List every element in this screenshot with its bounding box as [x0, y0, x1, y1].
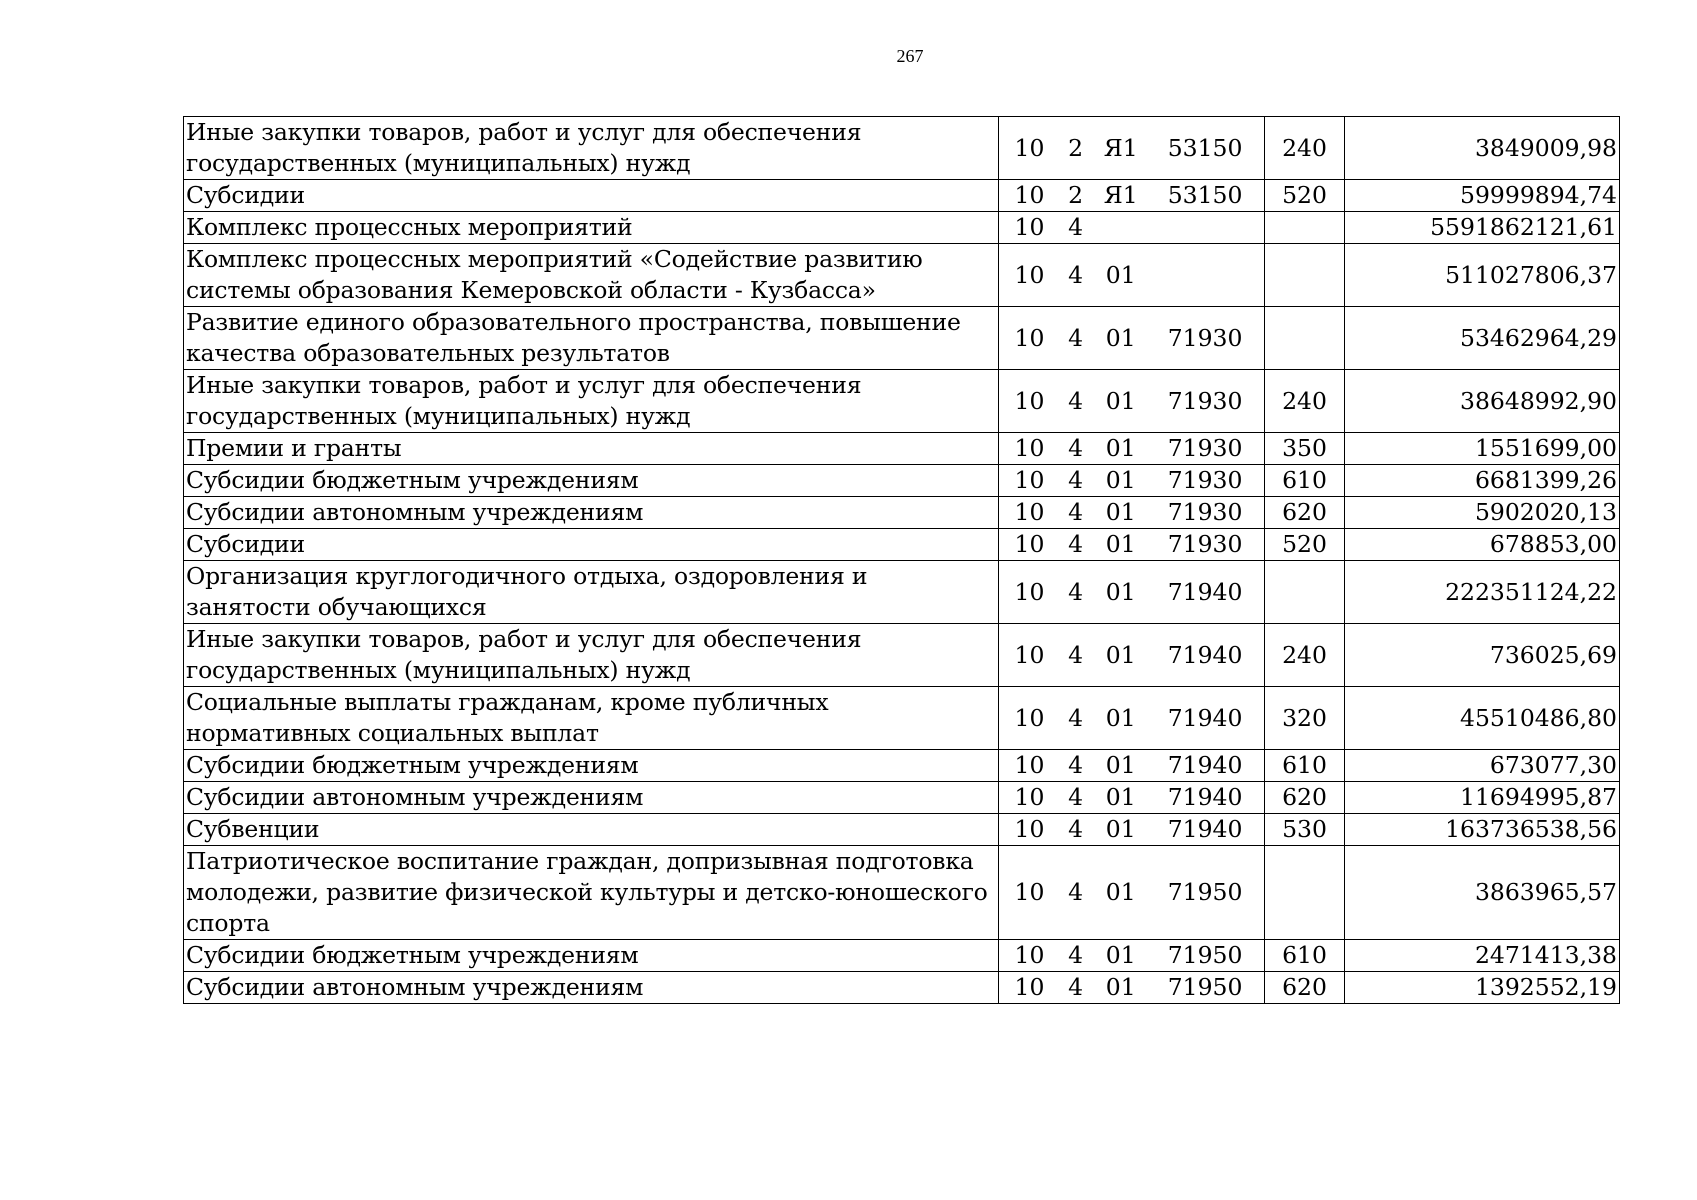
row-name: Иные закупки товаров, работ и услуг для обеспечения государственных (муниципальных) нужд: [184, 624, 999, 687]
row-project: 01: [1105, 260, 1136, 289]
row-section: 10: [1014, 878, 1045, 906]
row-amount: 511027806,37: [1345, 244, 1620, 307]
row-section: 10: [1014, 973, 1045, 1001]
row-name: Субсидии бюджетным учреждениям: [184, 465, 999, 497]
row-subsection: 2: [1068, 181, 1084, 209]
row-amount: 53462964,29: [1345, 307, 1620, 370]
table-row: [184, 782, 1620, 814]
row-project: Я1: [1103, 181, 1138, 209]
row-name: Субсидии бюджетным учреждениям: [184, 750, 999, 782]
row-subsection: 4: [1068, 466, 1084, 494]
row-subsection: 4: [1068, 640, 1084, 669]
row-project: 01: [1105, 703, 1136, 732]
table-row: [184, 624, 1620, 687]
row-code: [999, 624, 1265, 687]
table-row: [184, 433, 1620, 465]
row-code: [999, 782, 1265, 814]
row-name: Субсидии автономным учреждениям: [184, 782, 999, 814]
row-section: 10: [1014, 181, 1045, 209]
row-project: 01: [1105, 498, 1136, 526]
row-name: Комплекс процессных мероприятий: [184, 212, 999, 244]
row-direction: 53150: [1167, 133, 1243, 162]
row-amount: 2471413,38: [1345, 940, 1620, 972]
table-row: [184, 244, 1620, 307]
row-direction: 71930: [1167, 434, 1243, 462]
row-direction: 71930: [1167, 323, 1243, 352]
row-amount: 3863965,57: [1345, 846, 1620, 940]
row-direction: 71940: [1167, 783, 1243, 811]
row-amount: 5591862121,61: [1345, 212, 1620, 244]
row-amount: 1392552,19: [1345, 972, 1620, 1004]
row-name: Комплекс процессных мероприятий «Содействие развитию системы образования Кемеровской области - Кузбасса»: [184, 244, 999, 307]
row-code: [999, 117, 1265, 180]
row-direction: 71940: [1167, 815, 1243, 843]
row-code: [999, 814, 1265, 846]
row-amount: 222351124,22: [1345, 561, 1620, 624]
row-expense-type: 620: [1265, 782, 1345, 814]
row-section: 10: [1014, 498, 1045, 526]
row-subsection: 4: [1068, 498, 1084, 526]
row-subsection: 4: [1068, 973, 1084, 1001]
row-name: Субсидии автономным учреждениям: [184, 497, 999, 529]
table-row: [184, 940, 1620, 972]
row-code: [999, 244, 1265, 307]
row-subsection: 4: [1068, 815, 1084, 843]
row-subsection: 2: [1068, 133, 1084, 162]
row-code: [999, 561, 1265, 624]
table-row: [184, 561, 1620, 624]
row-project: 01: [1105, 386, 1136, 415]
row-subsection: 4: [1068, 941, 1084, 969]
row-direction: 71930: [1167, 386, 1243, 415]
row-amount: 673077,30: [1345, 750, 1620, 782]
row-name: Развитие единого образовательного пространства, повышение качества образовательных результатов: [184, 307, 999, 370]
row-code: [999, 497, 1265, 529]
row-direction: 71940: [1167, 640, 1243, 669]
row-code: [999, 180, 1265, 212]
row-project: 01: [1105, 973, 1136, 1001]
row-expense-type: [1265, 244, 1345, 307]
row-name: Субсидии автономным учреждениям: [184, 972, 999, 1004]
row-section: 10: [1014, 133, 1045, 162]
row-expense-type: [1265, 561, 1345, 624]
table-row: [184, 750, 1620, 782]
row-name: Премии и гранты: [184, 433, 999, 465]
row-expense-type: 240: [1265, 370, 1345, 433]
row-section: 10: [1014, 640, 1045, 669]
row-amount: 6681399,26: [1345, 465, 1620, 497]
row-subsection: 4: [1068, 577, 1084, 606]
row-code: [999, 687, 1265, 750]
row-direction: 71940: [1167, 703, 1243, 732]
row-expense-type: 520: [1265, 529, 1345, 561]
row-expense-type: 240: [1265, 117, 1345, 180]
row-expense-type: 320: [1265, 687, 1345, 750]
table-row: [184, 972, 1620, 1004]
row-subsection: 4: [1068, 213, 1084, 241]
row-section: 10: [1014, 751, 1045, 779]
row-subsection: 4: [1068, 323, 1084, 352]
row-subsection: 4: [1068, 260, 1084, 289]
row-section: 10: [1014, 577, 1045, 606]
row-direction: 71940: [1167, 577, 1243, 606]
budget-table-body: [184, 117, 1620, 1004]
row-project: 01: [1105, 434, 1136, 462]
row-expense-type: 530: [1265, 814, 1345, 846]
row-section: 10: [1014, 213, 1045, 241]
row-expense-type: [1265, 212, 1345, 244]
row-amount: 1551699,00: [1345, 433, 1620, 465]
row-amount: 11694995,87: [1345, 782, 1620, 814]
table-row: [184, 465, 1620, 497]
row-name: Организация круглогодичного отдыха, оздоровления и занятости обучающихся: [184, 561, 999, 624]
page-number: 267: [896, 46, 924, 66]
row-section: 10: [1014, 530, 1045, 558]
row-expense-type: 610: [1265, 465, 1345, 497]
row-expense-type: 610: [1265, 750, 1345, 782]
budget-table: [183, 116, 1620, 1004]
row-project: 01: [1105, 878, 1136, 906]
row-direction: 71950: [1167, 878, 1243, 906]
table-row: [184, 497, 1620, 529]
row-project: 01: [1105, 751, 1136, 779]
row-section: 10: [1014, 815, 1045, 843]
row-name: Субсидии бюджетным учреждениям: [184, 940, 999, 972]
table-row: [184, 370, 1620, 433]
row-subsection: 4: [1068, 878, 1084, 906]
table-row: [184, 117, 1620, 180]
table-row: [184, 529, 1620, 561]
row-subsection: 4: [1068, 434, 1084, 462]
row-expense-type: [1265, 846, 1345, 940]
row-code: [999, 370, 1265, 433]
row-section: 10: [1014, 466, 1045, 494]
row-direction: 71930: [1167, 466, 1243, 494]
row-project: 01: [1105, 530, 1136, 558]
row-section: 10: [1014, 323, 1045, 352]
row-subsection: 4: [1068, 703, 1084, 732]
row-code: [999, 972, 1265, 1004]
row-section: 10: [1014, 260, 1045, 289]
row-subsection: 4: [1068, 386, 1084, 415]
row-direction: 71940: [1167, 751, 1243, 779]
row-expense-type: 620: [1265, 497, 1345, 529]
row-code: [999, 465, 1265, 497]
row-name: Иные закупки товаров, работ и услуг для обеспечения государственных (муниципальных) нужд: [184, 117, 999, 180]
table-row: [184, 814, 1620, 846]
row-expense-type: 350: [1265, 433, 1345, 465]
row-code: [999, 212, 1265, 244]
row-section: 10: [1014, 783, 1045, 811]
row-direction: 71930: [1167, 498, 1243, 526]
row-code: [999, 307, 1265, 370]
row-expense-type: 240: [1265, 624, 1345, 687]
row-direction: 71950: [1167, 941, 1243, 969]
row-amount: 38648992,90: [1345, 370, 1620, 433]
row-amount: 45510486,80: [1345, 687, 1620, 750]
table-row: [184, 212, 1620, 244]
row-project: 01: [1105, 577, 1136, 606]
row-code: [999, 529, 1265, 561]
row-subsection: 4: [1068, 530, 1084, 558]
row-amount: 736025,69: [1345, 624, 1620, 687]
row-subsection: 4: [1068, 751, 1084, 779]
row-amount: 59999894,74: [1345, 180, 1620, 212]
row-expense-type: [1265, 307, 1345, 370]
row-section: 10: [1014, 434, 1045, 462]
row-name: Субсидии: [184, 180, 999, 212]
table-row: [184, 846, 1620, 940]
row-code: [999, 433, 1265, 465]
row-project: 01: [1105, 466, 1136, 494]
row-direction: 71950: [1167, 973, 1243, 1001]
row-section: 10: [1014, 703, 1045, 732]
row-direction: 71930: [1167, 530, 1243, 558]
row-amount: 163736538,56: [1345, 814, 1620, 846]
row-project: 01: [1105, 640, 1136, 669]
table-row: [184, 180, 1620, 212]
row-project: 01: [1105, 323, 1136, 352]
row-name: Субсидии: [184, 529, 999, 561]
row-code: [999, 940, 1265, 972]
row-name: Иные закупки товаров, работ и услуг для обеспечения государственных (муниципальных) нужд: [184, 370, 999, 433]
row-project: Я1: [1103, 133, 1138, 162]
row-project: 01: [1105, 941, 1136, 969]
row-code: [999, 750, 1265, 782]
row-code: [999, 846, 1265, 940]
row-expense-type: 520: [1265, 180, 1345, 212]
row-section: 10: [1014, 386, 1045, 415]
table-row: [184, 687, 1620, 750]
table-row: [184, 307, 1620, 370]
row-section: 10: [1014, 941, 1045, 969]
row-direction: 53150: [1167, 181, 1243, 209]
row-amount: 678853,00: [1345, 529, 1620, 561]
row-amount: 5902020,13: [1345, 497, 1620, 529]
row-project: 01: [1105, 815, 1136, 843]
row-expense-type: 610: [1265, 940, 1345, 972]
row-name: Субвенции: [184, 814, 999, 846]
row-subsection: 4: [1068, 783, 1084, 811]
row-expense-type: 620: [1265, 972, 1345, 1004]
row-name: Патриотическое воспитание граждан, допризывная подготовка молодежи, развитие физической культуры и детско-юношеского спорта: [184, 846, 999, 940]
row-project: 01: [1105, 783, 1136, 811]
row-amount: 3849009,98: [1345, 117, 1620, 180]
row-name: Социальные выплаты гражданам, кроме публичных нормативных социальных выплат: [184, 687, 999, 750]
